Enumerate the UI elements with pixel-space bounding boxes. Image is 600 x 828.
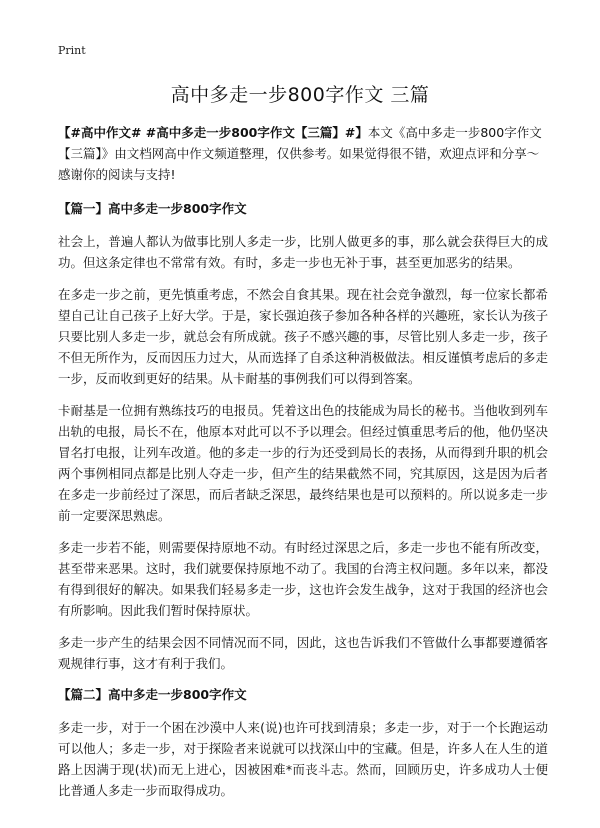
- intro-paragraph: [58, 122, 548, 185]
- print-link[interactable]: Print: [58, 44, 86, 57]
- paragraph: 在多走一步之前，更先慎重考虑，不然会自食其果。现在社会竞争激烈，每一位家长都希望自己让自己孩子上好大学。于是，家长强迫孩子参加各种各样的兴趣班，家长认为孩子只要比别人多走一步，就总会有所成就。孩子不感兴趣的事，尽管比别人多走一步，孩子不但无所作为，反而因压力过大，从而选择了自杀这种消极做法。相反谨慎考虑后的多走一步，反而收到更好的结果。从卡耐基的事例我们可以得到答案。: [58, 287, 548, 386]
- paragraph: 多走一步若不能，则需要保持原地不动。有时经过深思之后，多走一步也不能有所改变，甚至带来恶果。这时，我们就要保持原地不动了。我国的台湾主权问题。多年以来，都没有得到很好的解决。如果我们轻易多走一步，这也许会发生战争，这对于我国的经济也会有所影响。因此我们暂时保持原状。: [58, 540, 548, 618]
- paragraph: 多走一步，对于一个困在沙漠中人来(说)也许可找到清泉；多走一步，对于一个长跑运动可以他人；多走一步，对于探险者来说就可以找深山中的宝藏。但是，许多人在人生的道路上因满于现(状)而无上进心，因被困难*而丧斗志。然而，回顾历史，许多成功人士便比普通人多走一步而取得成功。: [58, 720, 548, 798]
- document-title: 高中多走一步800字作文 三篇: [170, 84, 430, 106]
- intro-text: 本文《高中多走一步800字作文【三篇】》由文档网高中作文频道整理，仅供参考。如果觉得很不错，欢迎点评和分享～感谢你的阅读与支持!: [58, 125, 542, 182]
- article-body: [58, 122, 548, 812]
- section-heading-2: 【篇二】高中多走一步800字作文: [58, 687, 247, 702]
- paragraph: 社会上，普遍人都认为做事比别人多走一步，比别人做更多的事，那么就会获得巨大的成功。但这条定律也不常常有效。有时，多走一步也无补于事，甚至更加恶劣的结果。: [58, 234, 548, 270]
- section-heading-1: 【篇一】高中多走一步800字作文: [58, 201, 247, 216]
- paragraph: 多走一步产生的结果会因不同情况而不同，因此，这也告诉我们不管做什么事都要遵循客观规律行事，这才有利于我们。: [58, 635, 548, 671]
- paragraph: 卡耐基是一位拥有熟练技巧的电报员。凭着这出色的技能成为局长的秘书。当他收到列车出轨的电报，局长不在，他原本对此可以不予以理会。但经过慎重思考后的他，他仍坚决冒名打电报，让列车改道。他的多走一步的行为还受到局长的表扬，从而得到升职的机会两个事例相同点都是比别人夺走一步，但产生的结果截然不同，究其原因，这是因为后者在多走一步前经过了深思，而后者缺乏深思，最终结果也是可以预料的。所以说多走一步前一定要深思熟虑。: [58, 403, 548, 523]
- intro-tagline: 【#高中作文# #高中多走一步800字作文【三篇】#】: [58, 125, 368, 140]
